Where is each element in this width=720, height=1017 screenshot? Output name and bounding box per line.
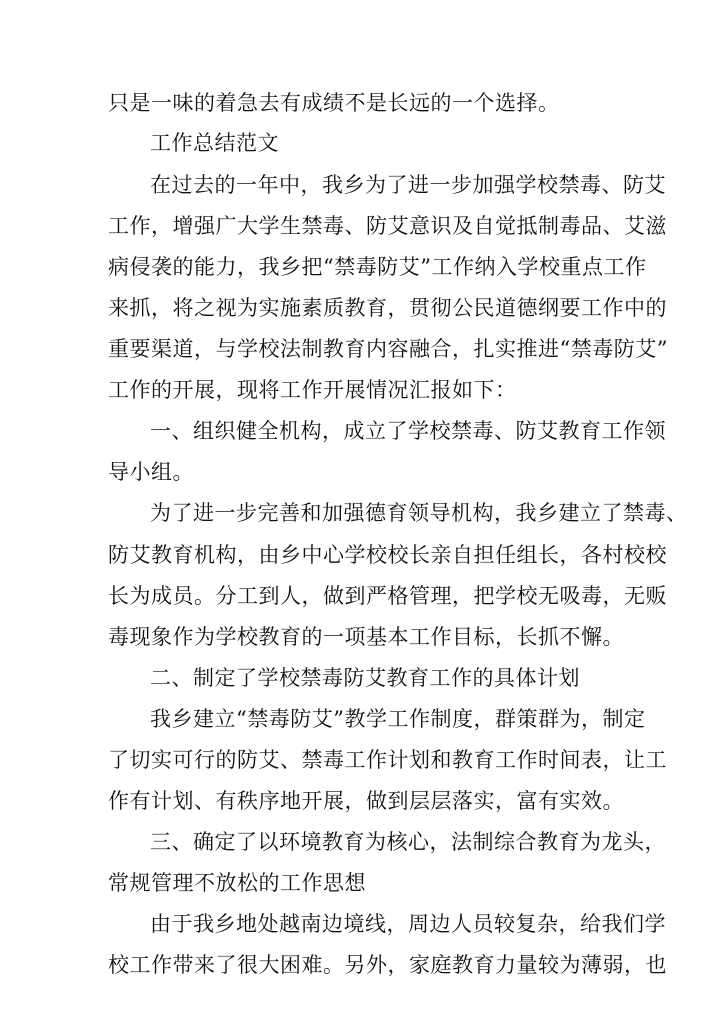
section-heading: 二、制定了学校禁毒防艾教育工作的具体计划 [150,666,580,690]
text-line: 导小组。 [108,460,194,484]
text-line: 在过去的一年中，我乡为了进一步加强学校禁毒、防艾 [150,173,666,197]
text-line: 常规管理不放松的工作思想 [108,871,366,895]
text-line: 校工作带来了很大困难。另外，家庭教育力量较为薄弱，也 [108,953,667,977]
text-line: 工作的开展，现将工作开展情况汇报如下： [108,378,517,402]
text-line: 长为成员。分工到人，做到严格管理，把学校无吸毒，无贩 [108,584,667,608]
text-line: 防艾教育机构，由乡中心学校校长亲自担任组长，各村校校 [108,543,667,567]
section-heading: 三、确定了以环境教育为核心，法制综合教育为龙头， [150,830,666,854]
text-line: 为了进一步完善和加强德育领导机构，我乡建立了禁毒、 [150,501,688,525]
text-line: 来抓，将之视为实施素质教育，贯彻公民道德纲要工作中的 [108,296,667,320]
text-line: 我乡建立“禁毒防艾”教学工作制度，群策群为，制定 [150,707,646,731]
text-line: 了切实可行的防艾、禁毒工作计划和教育工作时间表，让工 [108,748,667,772]
text-line: 工作，增强广大学生禁毒、防艾意识及自觉抵制毒品、艾滋 [108,214,667,238]
text-line: 作有计划、有秩序地开展，做到层层落实，富有实效。 [108,789,624,813]
section-title: 工作总结范文 [150,131,279,155]
text-line: 毒现象作为学校教育的一项基本工作目标，长抓不懈。 [108,625,624,649]
text-line: 重要渠道，与学校法制教育内容融合，扎实推进“禁毒防艾” [108,337,668,361]
text-line: 病侵袭的能力，我乡把“禁毒防艾”工作纳入学校重点工作 [108,255,647,279]
text-line: 由于我乡地处越南边境线，周边人员较复杂，给我们学 [150,912,666,936]
text-line: 只是一味的着急去有成绩不是长远的一个选择。 [108,91,560,115]
section-heading: 一、组织健全机构，成立了学校禁毒、防艾教育工作领 [150,419,666,443]
